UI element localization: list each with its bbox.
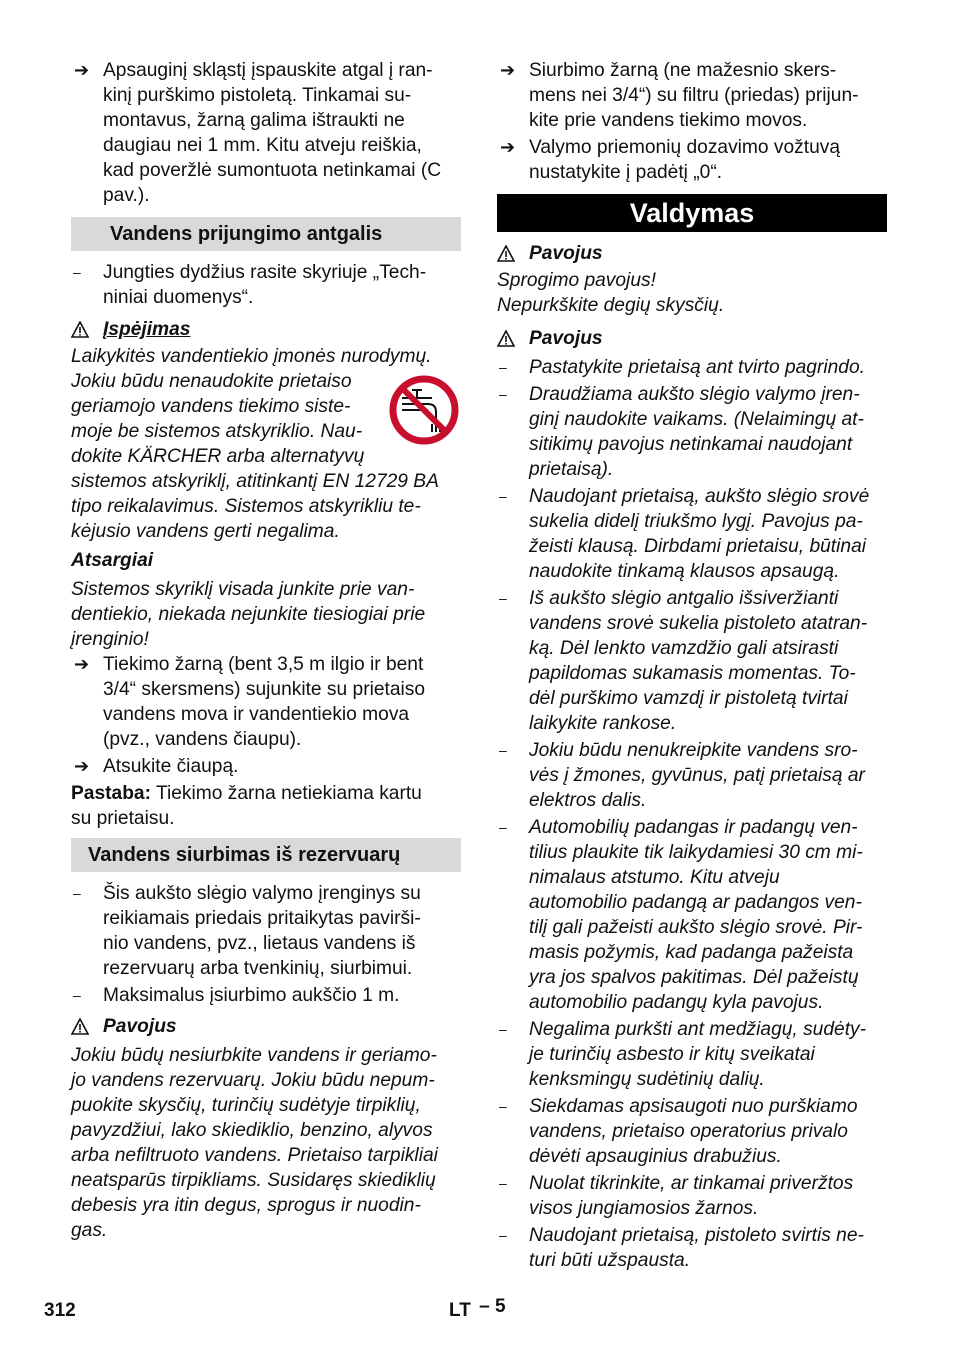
text-line: Nepurkškite degių skysčių. [497,295,725,316]
no-drinking-water-icon [388,374,460,453]
warning-heading [71,317,461,342]
text-line: jo vandens rezervuarų. Jokiu būdu nepum- [71,1070,435,1091]
text-line: kenksmingų sudėtinių dalių. [529,1069,765,1090]
text-line: Maksimalus įsiurbimo aukščio 1 m. [103,985,400,1006]
danger-title: Pavojus [103,1016,177,1037]
text-line: dėvėti apsauginius drabužius. [529,1146,782,1167]
text-line: Jokiu būdų nesiurbkite vandens ir geriamo- [71,1045,437,1066]
text-line: Draudžiama aukšto slėgio valymo įren- [529,384,860,405]
text-line: arba nefiltruoto vandens. Prietaiso tarpikliai [71,1145,438,1166]
danger-title: Pavojus [529,243,603,264]
instruction-step [71,754,461,779]
list-item [497,1171,887,1221]
text-line: daugiau nei 1 mm. Kitu atveju reiškia, [103,135,422,156]
section-heading: Vandens siurbimas iš rezervuarų [71,838,461,872]
dash-bullet: – [499,590,507,606]
list-item [497,586,887,736]
text-line: dokite KÄRCHER arba alternatyvų [71,446,365,467]
text-line: tilį gali pažeisti aukšto slėgio srovė. Pir- [529,917,863,938]
text-line: naudokite tinkamą klausos apsaugą. [529,561,840,582]
dash-bullet: – [73,264,81,280]
text-line: Apsauginį skląstį įspauskite atgal į ran- [103,60,433,81]
text-line: sukelia didelį triukšmo lygį. Pavojus pa- [529,511,863,532]
danger-heading [497,241,887,266]
text-line: vandens srovė sukelia pistoleto atatran- [529,613,868,634]
page-sub-number: – 5 [479,1296,506,1317]
caution-title: Atsargiai [71,550,154,571]
list-item [497,1094,887,1169]
text-line: Naudojant prietaisą, aukšto slėgio srovė [529,486,870,507]
list-item [497,382,887,482]
chapter-title: Valdymas [497,194,887,232]
instruction-step [497,58,887,133]
note-text: Tiekimo žarna netiekiama kartu [150,783,422,804]
list-item [71,983,461,1008]
text-line: kėjusio vandens gerti negalima. [71,521,340,542]
arrow-right-icon: ➔ [500,137,516,157]
text-line: moje be sistemos atskyriklio. Nau- [71,421,363,442]
text-line: Tiekimo žarną (bent 3,5 m ilgio ir bent [103,654,424,675]
list-item [497,355,887,380]
text-line: (pvz., vandens čiaupu). [103,729,302,750]
arrow-right-icon: ➔ [74,60,90,80]
danger-text [497,268,887,318]
text-line: vandens mova ir vandentiekio mova [103,704,410,725]
text-line: je turinčių asbesto ir kitų sveikatai [529,1044,815,1065]
list-item [71,881,461,981]
text-line: masis požymis, kad padanga pažeista [529,942,854,963]
list-item [497,1223,887,1273]
dash-bullet: – [499,1021,507,1037]
text-line: montavus, žarną galima ištraukti ne [103,110,405,131]
text-line: laikykite rankose. [529,713,677,734]
arrow-right-icon: ➔ [74,654,90,674]
text-line: mens nei 3/4“) su filtru (priedas) prijun- [529,85,859,106]
dash-bullet: – [499,359,507,375]
text-line: Naudojant prietaisą, pistoleto svirtis ne- [529,1225,864,1246]
note-text: su prietaisu. [71,808,175,829]
danger-heading [497,326,887,351]
text-line: dėl purškimo vamzdį ir pistoletą tvirtai [529,688,848,709]
text-line: neatsparūs tirpikliams. Susidaręs skiediklių [71,1170,436,1191]
text-line: Automobilių padangas ir padangų ven- [529,817,858,838]
text-line: pav.). [103,185,150,206]
text-line: nio vandens, pvz., lietaus vandens iš [103,933,416,954]
text-line: tipo reikalavimus. Sistemos atskyrikliu te- [71,496,421,517]
note-label: Pastaba: [71,783,151,804]
text-line: pavyzdžiui, lako skiediklio, benzino, alyvos [71,1120,433,1141]
text-line: kad poveržlė sumontuota netinkamai (C [103,160,442,181]
arrow-right-icon: ➔ [74,756,90,776]
text-line: nustatykite į padėtį „0“. [529,162,723,183]
text-line: Laikykitės vandentiekio įmonės nurodymų. [71,346,432,367]
dash-bullet: – [499,1227,507,1243]
dash-bullet: – [499,819,507,835]
text-line: Siurbimo žarną (ne mažesnio skers- [529,60,837,81]
section-heading: Vandens prijungimo antgalis [71,217,461,251]
warning-triangle-icon [497,244,515,269]
text-line: žeisti klausą. Dirbdami prietaisu, būtinai [529,536,866,557]
text-line: Negalima purkšti ant medžiagų, sudėty- [529,1019,867,1040]
text-line: kite prie vandens tiekimo movos. [529,110,808,131]
text-line: 3/4“ skersmens) sujunkite su prietaiso [103,679,426,700]
list-item [497,484,887,584]
text-line: Valymo priemonių dozavimo vožtuvą [529,137,841,158]
text-line: Iš aukšto slėgio antgalio išsiveržianti [529,588,839,609]
text-line: niniai duomenys“. [103,287,254,308]
page-number: 312 [44,1300,76,1321]
warning-triangle-icon [71,1017,89,1042]
page-footer-label [449,1298,506,1323]
text-line: kinį purškimo pistoletą. Tinkamai su- [103,85,412,106]
list-item [497,815,887,1015]
text-line: elektros dalis. [529,790,647,811]
text-line: gas. [71,1220,108,1241]
text-line: Nuolat tikrinkite, ar tinkamai priveržtos [529,1173,854,1194]
warning-triangle-icon [71,320,89,345]
text-line: turi būti užspausta. [529,1250,691,1271]
right-column [497,58,887,1273]
text-line: Siekdamas apsisaugoti nuo purškiamo [529,1096,858,1117]
list-item [497,1017,887,1092]
list-item [497,738,887,813]
left-column [71,58,461,1243]
text-line: geriamojo vandens tiekimo siste- [71,396,351,417]
text-line: dentiekio, niekada nejunkite tiesiogiai prie [71,604,426,625]
text-line: Jokiu būdu nenukreipkite vandens sro- [529,740,858,761]
instruction-step [497,135,887,185]
text-line: nimalaus atstumo. Kitu atveju [529,867,780,888]
text-line: ginį naudokite vaikams. (Nelaimingų at- [529,409,864,430]
text-line: sistemos atskyriklį, atitinkantį EN 12729 BA [71,471,439,492]
text-line: debesis yra itin degus, sprogus ir nuodin- [71,1195,421,1216]
text-line: Pastatykite prietaisą ant tvirto pagrindo. [529,357,865,378]
text-line: Jungties dydžius rasite skyriuje „Tech- [103,262,427,283]
text-line: Šis aukšto slėgio valymo įrenginys su [103,883,421,904]
text-line: vės į žmones, gyvūnus, patį prietaisą ar [529,765,865,786]
dash-bullet: – [499,1175,507,1191]
text-line: Jokiu būdu nenaudokite prietaiso [71,371,352,392]
instruction-step [71,652,461,752]
danger-title: Pavojus [529,328,603,349]
note [71,781,461,831]
dash-bullet: – [73,987,81,1003]
text-line: automobilio padangą ar padangos ven- [529,892,862,913]
dash-bullet: – [73,885,81,901]
dash-bullet: – [499,488,507,504]
text-line: papildomas sukamasis momentas. To- [529,663,856,684]
arrow-right-icon: ➔ [500,60,516,80]
text-line: reikiamais priedais pritaikytas pavirši- [103,908,421,929]
text-line: prietaisą). [529,459,614,480]
text-line: tilius plaukite tik laikydamiesi 30 cm mi- [529,842,863,863]
danger-text [71,1043,461,1243]
warning-title: Įspėjimas [103,319,191,340]
language-code: LT [449,1300,471,1321]
list-item [71,260,461,310]
text-line: Sprogimo pavojus! [497,270,656,291]
text-line: ką. Dėl lenkto vamzdžio gali atsirasti [529,638,839,659]
danger-list [497,355,887,1273]
text-line: Sistemos skyriklį visada junkite prie van- [71,579,415,600]
text-line: įrenginio! [71,629,149,650]
warning-triangle-icon [497,329,515,354]
text-line: visos jungiamosios žarnos. [529,1198,759,1219]
text-line: automobilio padangų kyla pavojus. [529,992,824,1013]
text-line: vandens, prietaiso operatorius privalo [529,1121,848,1142]
dash-bullet: – [499,386,507,402]
instruction-step [71,58,461,208]
text-line: Atsukite čiaupą. [103,756,239,777]
text-line: yra jos spalvos pakitimas. Dėl pažeistų [529,967,859,988]
caution-text [71,577,461,652]
dash-bullet: – [499,1098,507,1114]
dash-bullet: – [499,742,507,758]
text-line: sitikimų pavojus netinkamai naudojant [529,434,853,455]
text-line: rezervuarų arba tvenkinių, siurbimui. [103,958,413,979]
text-line: puokite skysčių, turinčių sudėtyje tirpiklių, [71,1095,421,1116]
danger-heading [71,1014,461,1039]
